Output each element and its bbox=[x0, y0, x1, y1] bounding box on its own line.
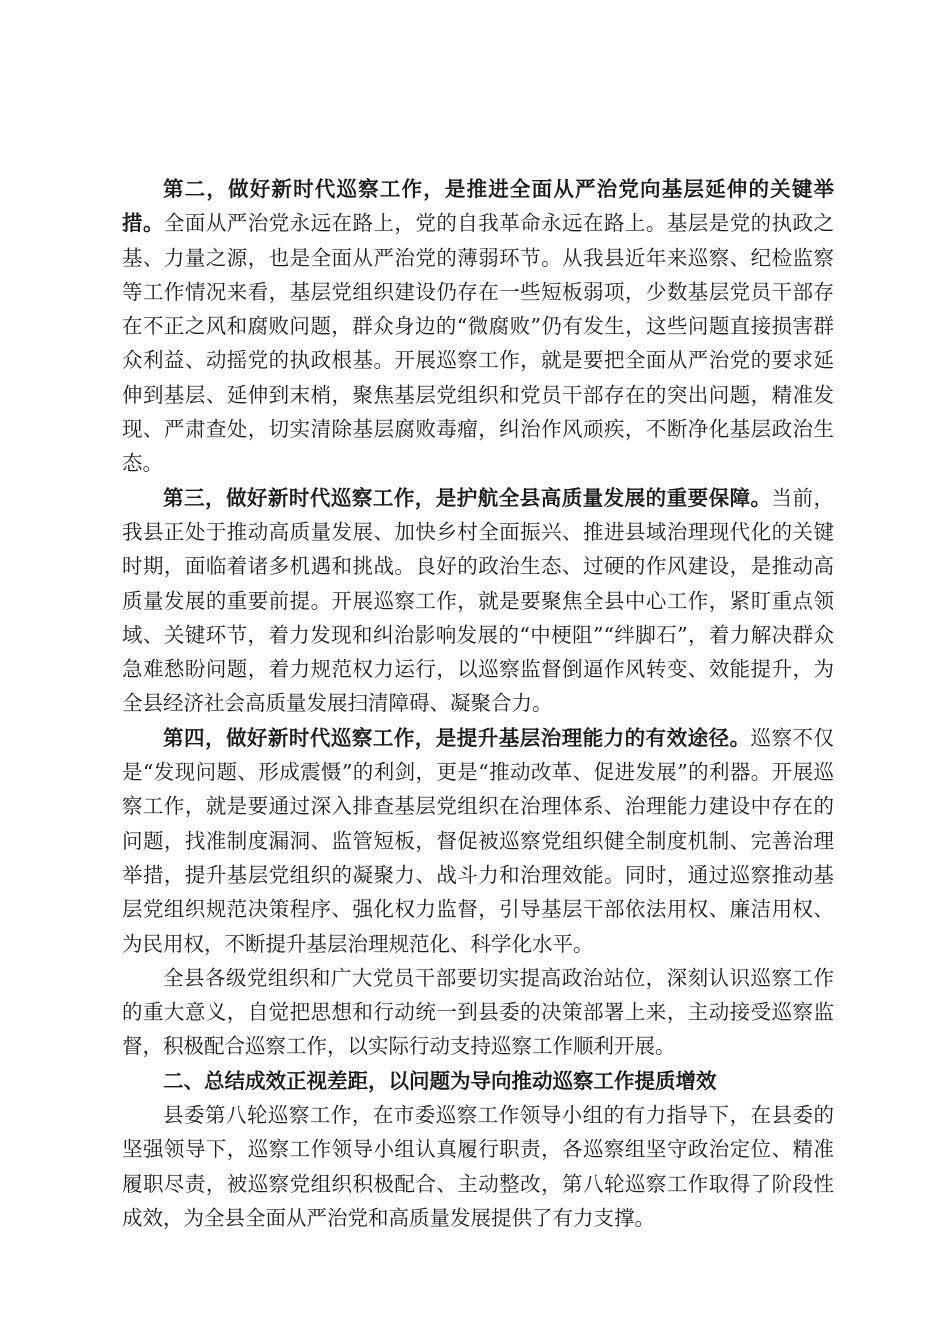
paragraph-second-point bbox=[122, 172, 834, 481]
section-heading: 二、总结成效正视差距，以问题为导向推动巡察工作提质增效 bbox=[163, 1068, 717, 1093]
paragraph-third-point bbox=[122, 481, 834, 721]
paragraph-closing: 县委第八轮巡察工作，在市委巡察工作领导小组的有力指导下，在县委的坚强领导下，巡察工作领导小组认真履行职责，各巡察组坚守政治定位、精准履职尽责，被巡察党组织积极配合、主动整改，第八轮巡察工作取得了阶段性成效，为全县全面从严治党和高质量发展提供了有力支撑。 bbox=[122, 1103, 834, 1230]
paragraph-body-fourth: 巡察不仅是“发现问题、形成震慑”的利剑，更是“推动改革、促进发展”的利器。开展巡察工作，就是要通过深入排查基层党组织在治理体系、治理能力建设中存在的问题，找准制度漏洞、监管短板，督促被巡察党组织健全制度机制、完善治理举措，提升基层党组织的凝聚力、战斗力和治理效能。同时，通过巡察推动基层党组织规范决策程序、强化权力监督，引导基层干部依法用权、廉洁用权、为民用权，不断提升基层治理规范化、科学化水平。 bbox=[122, 725, 834, 956]
paragraph-body-second: 全面从严治党永远在路上，党的自我革命永远在路上。基层是党的执政之基、力量之源，也是全面从严治党的薄弱环节。从我县近年来巡察、纪检监察等工作情况来看，基层党组织建设仍存在一些短板弱项，少数基层党员干部存在不正之风和腐败问题，群众身边的“微腐败”仍有发生，这些问题直接损害群众利益、动摇党的执政根基。开展巡察工作，就是要把全面从严治党的要求延伸到基层、延伸到末梢，聚焦基层党组织和党员干部存在的突出问题，精准发现、严肃查处，切实清除基层腐败毒瘤，纠治作风顽疾，不断净化基层政治生态。 bbox=[122, 211, 835, 476]
paragraph-lead-fourth: 第四，做好新时代巡察工作，是提升基层治理能力的有效途径。 bbox=[163, 725, 751, 750]
paragraph-body-third: 当前，我县正处于推动高质量发展、加快乡村全面振兴、推进县域治理现代化的关键时期，面临着诸多机遇和挑战。良好的政治生态、过硬的作风建设，是推动高质量发展的重要前提。开展巡察工作，就是要聚焦全县中心工作，紧盯重点领域、关键环节，着力发现和纠治影响发展的“中梗阻”“绊脚石”，着力解决群众急难愁盼问题，着力规范权力运行，以巡察监督倒逼作风转变、效能提升，为全县经济社会高质量发展扫清障碍、凝聚合力。 bbox=[122, 485, 834, 716]
paragraph-summary bbox=[122, 961, 834, 1064]
paragraph-fourth-point bbox=[122, 721, 834, 961]
paragraph-lead-second: 第二，做好新时代巡察工作，是推进全面从严治党向基层延伸的关键举措。 bbox=[122, 177, 834, 236]
paragraph-lead-third: 第三，做好新时代巡察工作，是护航全县高质量发展的重要保障。 bbox=[163, 485, 772, 510]
paragraph-body-summary: 全县各级党组织和广大党员干部要切实提高政治站位，深刻认识巡察工作的重大意义，自觉把思想和行动统一到县委的决策部署上来，主动接受巡察监督，积极配合巡察工作，以实际行动支持巡察工作顺利开展。 bbox=[122, 965, 834, 1059]
document-body bbox=[122, 172, 834, 1235]
